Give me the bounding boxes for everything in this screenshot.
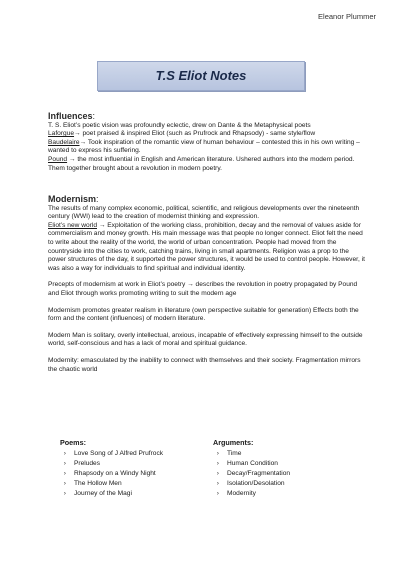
argument-item xyxy=(201,489,290,499)
modernism-para-4: Modern Man is solitary, overly intellectual, anxious, incapable of effectively expressing himself to the outside world, self-conscious and has a lack of moral and spiritual guidance. xyxy=(48,331,363,348)
modernism-para-2: Precepts of modernism at work in Eliot’s poetry → describes the revolution in poetry propagated by Pound and Eliot through works promoting writing to suit the modern age xyxy=(48,281,358,297)
poem-item-label: Rhapsody on a Windy Night xyxy=(74,470,156,477)
poems-heading: Poems: xyxy=(60,438,86,447)
chevron-right-icon: › xyxy=(63,480,66,487)
baudelaire-note: Baudelaire→ Took inspiration of the romantic view of human behaviour – contested this in his own writing – wanted to express his suffering. xyxy=(48,138,360,155)
chevron-right-icon: › xyxy=(63,460,66,467)
arguments-list xyxy=(201,449,290,499)
laforgue-note: Laforgue→ poet praised & inspired Eliot (such as Prufrock and Rhapsody) - same style/flow xyxy=(48,130,316,138)
poem-item-label: The Hollow Men xyxy=(74,480,122,487)
chevron-right-icon: › xyxy=(63,450,66,457)
poem-item xyxy=(48,459,163,469)
author-name: Eleanor Plummer xyxy=(318,12,376,21)
chevron-right-icon: › xyxy=(63,490,66,497)
argument-item-label: Human Condition xyxy=(227,460,278,467)
influences-intro: T. S. Eliot’s poetic vision was profoundly eclectic, drew on Dante & the Metaphysical poets xyxy=(48,121,311,129)
poem-item xyxy=(48,489,163,499)
modernism-section xyxy=(48,195,366,374)
chevron-right-icon: › xyxy=(216,460,219,467)
arguments-column xyxy=(201,438,290,499)
modernism-heading: Modernism: xyxy=(48,194,99,204)
argument-item-label: Isolation/Desolation xyxy=(227,480,285,487)
modernism-para-1: The results of many complex economic, political, scientific, and religious developments over the nineteenth century (WWI) lead to the creation of modernist thinking and expression. Eliot’s new world → Exploitation of the working class, prohibition, decay and the removal of values aside for commercialism and money growth. His main message was that people no longer connect. Eliot felt the need to write about the reality of the world, the world of urban concentration. People had moved from the countryside into the cities to work, catching trains, living in small apartments. Religion was a prop to the power structures of the day, it supported the power structures, it would be used to control people. However, it was also a way for individuals to find spiritual and individual identity. xyxy=(48,204,365,272)
chevron-right-icon: › xyxy=(216,450,219,457)
modernism-para-5: Modernity: emasculated by the inability to connect with themselves and their society. Fragmentation mirrors the chaotic world xyxy=(48,356,361,373)
laforgue-name: Laforgue xyxy=(48,130,75,138)
poem-item xyxy=(48,449,163,459)
chevron-right-icon: › xyxy=(216,480,219,487)
poems-column xyxy=(48,438,163,499)
title-banner xyxy=(97,61,305,91)
argument-item-label: Modernity xyxy=(227,490,256,497)
influences-section xyxy=(48,112,366,173)
chevron-right-icon: › xyxy=(216,490,219,497)
poem-item-label: Preludes xyxy=(74,460,101,467)
argument-item xyxy=(201,459,290,469)
poem-item xyxy=(48,479,163,489)
argument-item xyxy=(201,449,290,459)
poem-item-label: Journey of the Magi xyxy=(74,490,132,497)
argument-item-label: Decay/Fragmentation xyxy=(227,470,291,477)
pound-name: Pound xyxy=(48,155,68,163)
argument-item xyxy=(201,479,290,489)
poem-item xyxy=(48,469,163,479)
chevron-right-icon: › xyxy=(216,470,219,477)
arguments-heading: Arguments: xyxy=(213,438,254,447)
argument-item xyxy=(201,469,290,479)
page-title: T.S Eliot Notes xyxy=(155,68,247,83)
poems-list xyxy=(48,449,163,499)
baudelaire-name: Baudelaire xyxy=(48,138,80,146)
poem-item-label: Love Song of J Alfred Prufrock xyxy=(74,450,164,457)
eliot-new-world: Eliot’s new world xyxy=(48,221,97,229)
pound-note: Pound → the most influential in English and American literature. Ushered authors into the modern period. Them together brought about a revolution in modern poetry. xyxy=(48,155,355,172)
influences-heading: Influences: xyxy=(48,111,96,121)
argument-item-label: Time xyxy=(227,450,242,457)
modernism-para-3: Modernism promotes greater realism in literature (own perspective suitable for generation) Effects both the form and the content (influences) of modern literature. xyxy=(48,306,359,323)
chevron-right-icon: › xyxy=(63,470,66,477)
